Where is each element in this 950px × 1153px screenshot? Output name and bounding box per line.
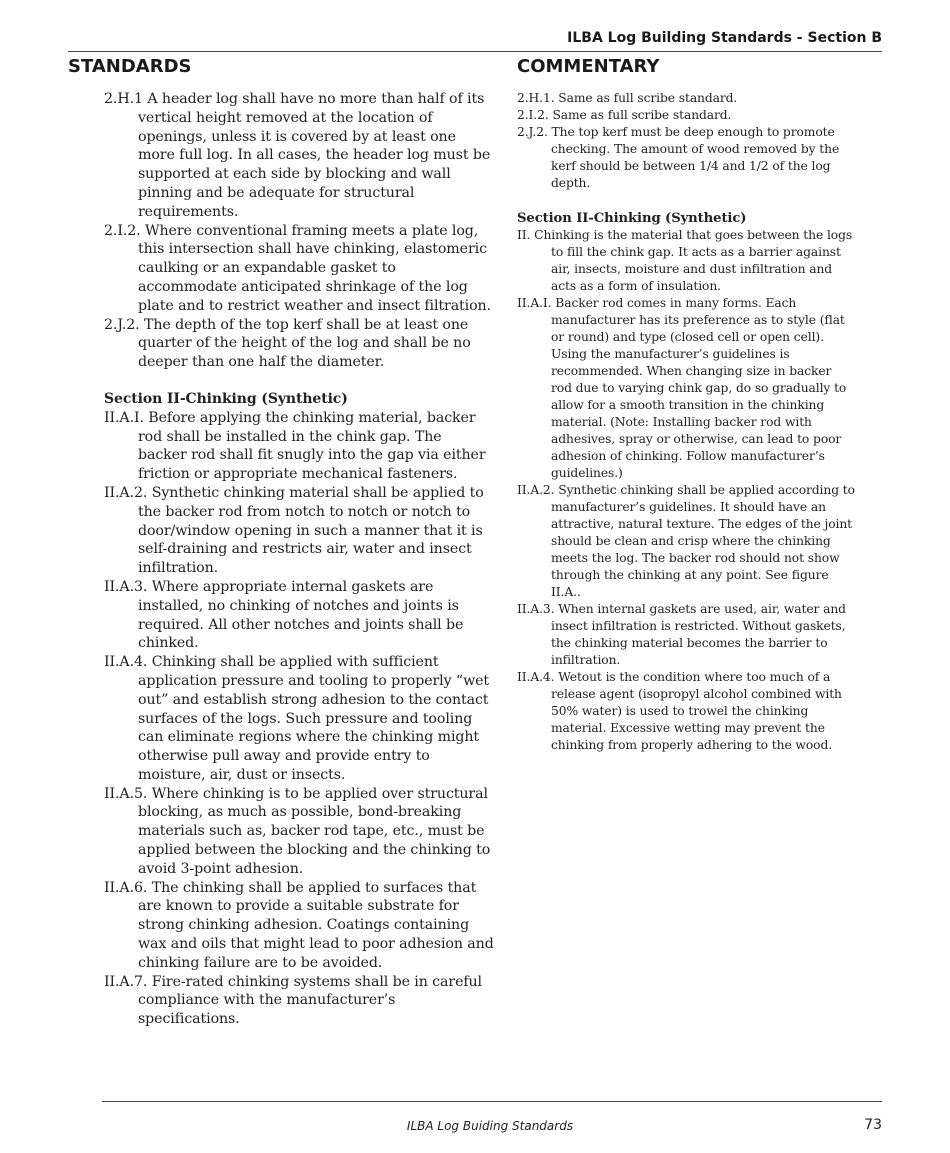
- commentary-entry-iia2: II.A.2. Synthetic chinking shall be applied according to manufacturer’s guidelines. It should have an attractive, natural texture. The edges of the joint should be clean and crisp where the chinking meets the log. The backer rod should not show through the chinking at any point. See figure II.A..: [517, 483, 855, 599]
- standard-entry-iia7: II.A.7. Fire-rated chinking systems shall be in careful compliance with the manufacturer’s specifications.: [104, 973, 482, 1028]
- commentary-section-heading: Section II-Chinking (Synthetic): [517, 211, 747, 226]
- commentary-entry-iia4: II.A.4. Wetout is the condition where too much of a release agent (isopropyl alcohol combined with 50% water) is used to trowel the chinking material. Excessive wetting may prevent the chinking from properly adhering to the wood.: [517, 670, 842, 752]
- standard-entry-2j2: 2.J.2. The depth of the top kerf shall be at least one quarter of the height of the log and shall be no deeper than one half the diameter.: [104, 316, 471, 371]
- commentary-entry-ii: II. Chinking is the material that goes between the logs to fill the chink gap. It acts as a barrier against air, insects, moisture and dust infiltration and acts as a form of insulation.: [517, 228, 853, 293]
- standard-entry-iia6: II.A.6. The chinking shall be applied to surfaces that are known to provide a suitable substrate for strong chinking adhesion. Coatings containing wax and oils that might lead to poor adhesion and chinking failure are to be avoided.: [104, 879, 494, 971]
- standards-column: [104, 90, 494, 1029]
- page-number: 73: [864, 1117, 882, 1133]
- standard-entry-2h1: 2.H.1 A header log shall have no more than half of its vertical height removed at the location of openings, unless it is covered by at least one more full log. In all cases, the header log must be supported at each side by blocking and wall pinning and be adequate for structural requirements.: [104, 91, 491, 220]
- commentary-heading: COMMENTARY: [517, 56, 660, 77]
- commentary-entry-iia1: II.A.I. Backer rod comes in many forms. Each manufacturer has its preference as to style (flat or round) and type (closed cell or open cell). Using the manufacturer’s guidelines is recommended. When changing size in backer rod due to varying chink gap, do so gradually to allow for a smooth transition in the chinking material. (Note: Installing backer rod with adhesives, spray or otherwise, can lead to poor adhesion of chinking. Follow manufacturer’s guidelines.): [517, 296, 847, 480]
- standard-entry-iia5: II.A.5. Where chinking is to be applied over structural blocking, as much as possible, bond-breaking materials such as, backer rod tape, etc., must be applied between the blocking and the chinking to avoid 3-point adhesion.: [104, 785, 491, 877]
- footer-title: ILBA Log Buiding Standards: [406, 1119, 574, 1133]
- commentary-entry-2h1: 2.H.1. Same as full scribe standard.: [517, 91, 738, 105]
- standard-entry-iia3: II.A.3. Where appropriate internal gaskets are installed, no chinking of notches and joints is required. All other notches and joints shall be chinked.: [104, 578, 464, 652]
- commentary-entry-2j2: 2.J.2. The top kerf must be deep enough to promote checking. The amount of wood removed by the kerf should be between 1/4 and 1/2 of the log depth.: [517, 125, 840, 190]
- standard-entry-iia2: II.A.2. Synthetic chinking material shall be applied to the backer rod from notch to notch or notch to door/window opening in such a manner that it is self-draining and restricts air, water and insect infiltration.: [104, 484, 484, 577]
- header-rule: [68, 51, 882, 52]
- standard-entry-2i2: 2.I.2. Where conventional framing meets a plate log, this intersection shall have chinking, elastomeric caulking or an expandable gasket to accommodate anticipated shrinkage of the log plate and to restrict weather and insect filtration.: [104, 222, 491, 314]
- commentary-entry-iia3: II.A.3. When internal gaskets are used, air, water and insect infiltration is restricted. Without gaskets, the chinking material becomes the barrier to infiltration.: [517, 602, 846, 667]
- standards-section-heading: Section II-Chinking (Synthetic): [104, 390, 348, 407]
- running-header: ILBA Log Building Standards - Section B: [567, 30, 882, 46]
- standard-entry-iia1: II.A.I. Before applying the chinking material, backer rod shall be installed in the chink gap. The backer rod shall fit snugly into the gap via either friction or appropriate mechanical fasteners.: [104, 409, 486, 483]
- standard-entry-iia4: II.A.4. Chinking shall be applied with sufficient application pressure and tooling to properly “wet out” and establish strong adhesion to the contact surfaces of the logs. Such pressure and tooling can eliminate regions where the chinking might otherwise pull away and provide entry to moisture, air, dust or insects.: [104, 654, 490, 783]
- standards-heading: STANDARDS: [68, 56, 192, 77]
- footer-rule: [102, 1101, 882, 1102]
- commentary-entry-2i2: 2.I.2. Same as full scribe standard.: [517, 108, 732, 122]
- commentary-column: [517, 90, 855, 754]
